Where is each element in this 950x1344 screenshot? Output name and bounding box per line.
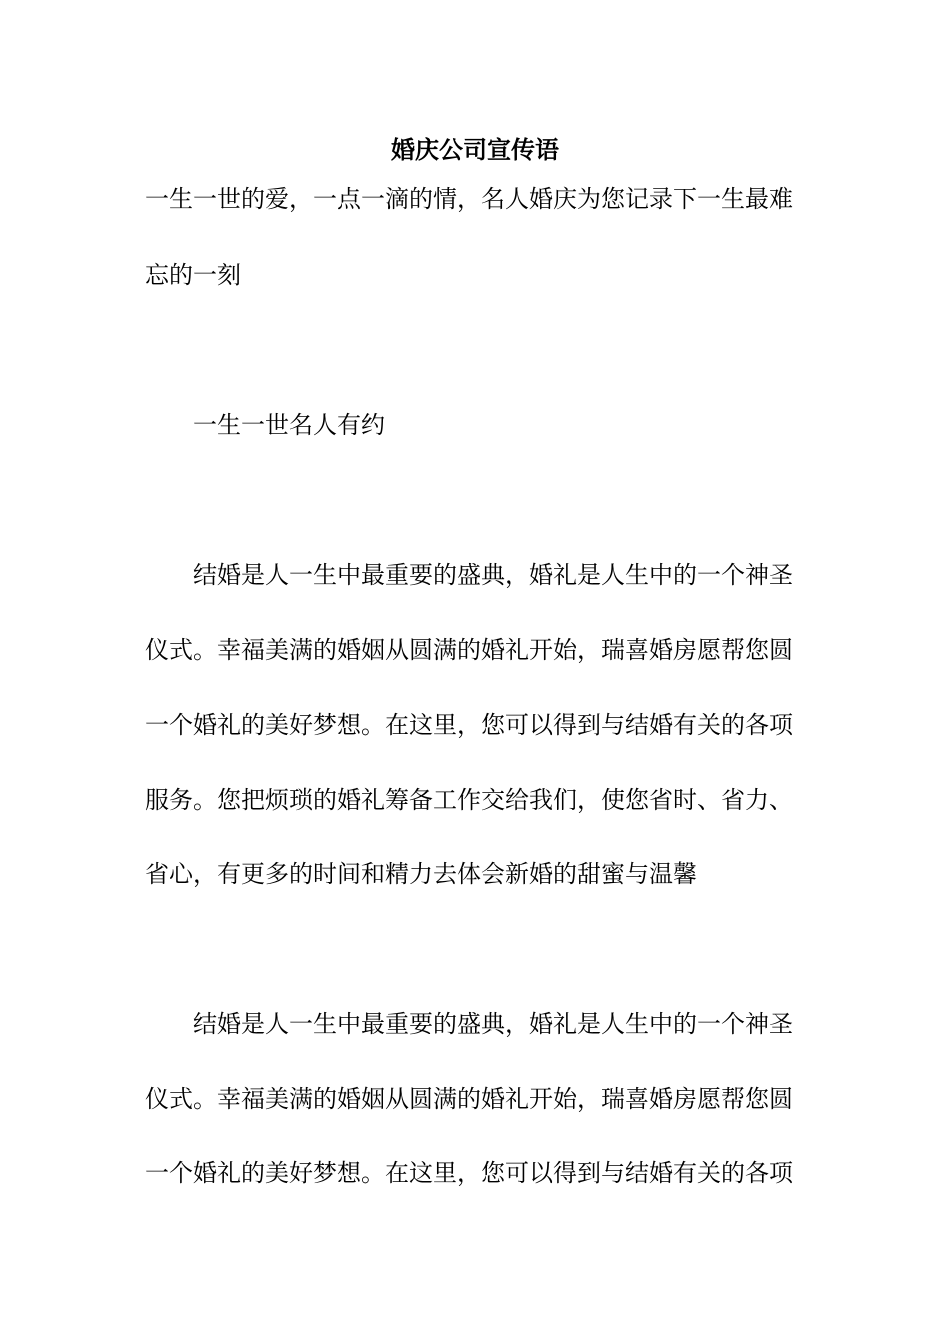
paragraph-1-line-3: 一个婚礼的美好梦想。在这里，您可以得到与结婚有关的各项 [145, 711, 793, 739]
paragraph-1-line-2: 仪式。幸福美满的婚姻从圆满的婚礼开始，瑞喜婚房愿帮您圆 [145, 636, 793, 664]
intro-line-2: 忘的一刻 [145, 261, 241, 289]
paragraph-1-line-4: 服务。您把烦琐的婚礼筹备工作交给我们，使您省时、省力、 [145, 786, 793, 814]
document-title: 婚庆公司宣传语 [391, 135, 559, 164]
paragraph-2-line-3: 一个婚礼的美好梦想。在这里，您可以得到与结婚有关的各项 [145, 1159, 793, 1187]
paragraph-2-line-2: 仪式。幸福美满的婚姻从圆满的婚礼开始，瑞喜婚房愿帮您圆 [145, 1085, 793, 1113]
slogan-line: 一生一世名人有约 [193, 411, 385, 439]
paragraph-1-line-5: 省心，有更多的时间和精力去体会新婚的甜蜜与温馨 [145, 860, 697, 888]
paragraph-1-line-1: 结婚是人一生中最重要的盛典，婚礼是人生中的一个神圣 [193, 561, 793, 589]
paragraph-2-line-1: 结婚是人一生中最重要的盛典，婚礼是人生中的一个神圣 [193, 1010, 793, 1038]
intro-line-1: 一生一世的爱，一点一滴的情，名人婚庆为您记录下一生最难 [145, 185, 793, 213]
